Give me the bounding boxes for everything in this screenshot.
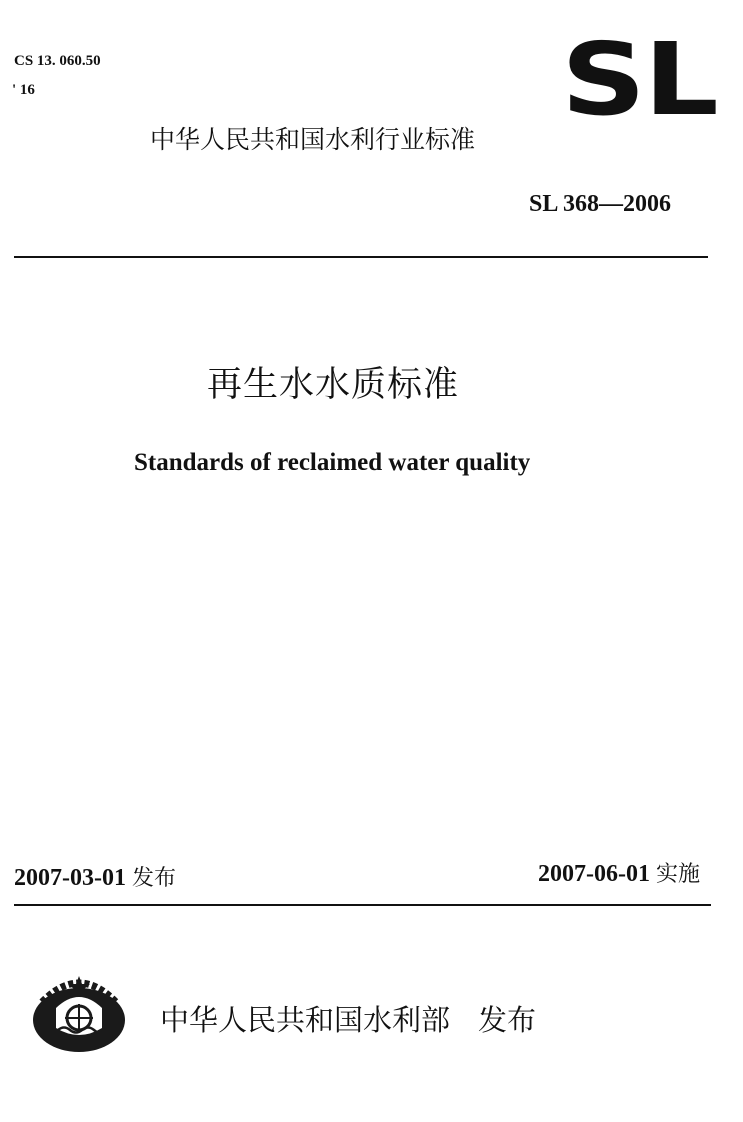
effective-date-line xyxy=(538,858,700,891)
ics-code: CS 13. 060.50 xyxy=(14,53,101,69)
title-chinese: 再生水水质标准 xyxy=(207,365,460,405)
issue-date-line xyxy=(14,862,176,895)
effective-label: 实施 xyxy=(655,862,700,887)
bottom-divider xyxy=(14,904,711,906)
ministry-emblem-icon xyxy=(28,962,130,1054)
publisher-line xyxy=(160,1000,536,1040)
ministry-name: 中华人民共和国水利部 xyxy=(160,1003,451,1037)
title-english: Standards of reclaimed water quality xyxy=(134,449,531,476)
top-divider xyxy=(14,256,708,258)
sl-logo: SL xyxy=(561,21,717,138)
industry-standard-heading: 中华人民共和国水利行业标准 xyxy=(150,125,476,154)
effective-date: 2007-06-01 xyxy=(538,861,650,887)
issue-date: 2007-03-01 xyxy=(14,865,126,891)
publish-label: 发布 xyxy=(478,1003,537,1037)
ccs-code: ' 16 xyxy=(12,82,35,98)
issue-label: 发布 xyxy=(131,866,176,891)
standard-number: SL 368—2006 xyxy=(528,191,671,217)
